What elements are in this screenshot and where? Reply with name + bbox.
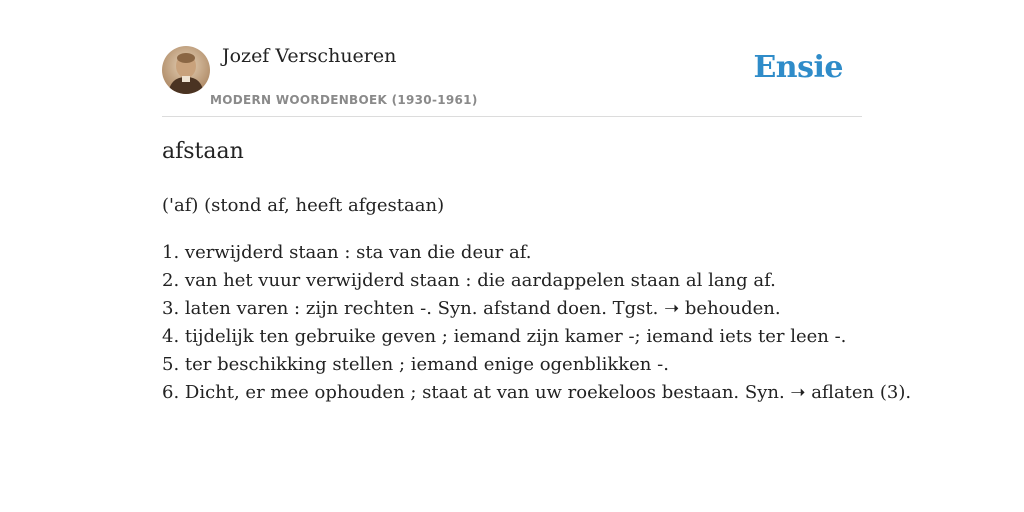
sense-item: 2. van het vuur verwijderd staan : die aardappelen staan al lang af.	[162, 270, 776, 291]
sense-item: 6. Dicht, er mee ophouden ; staat at van uw roekeloos bestaan. Syn. ➝ aflaten (3).	[162, 382, 912, 403]
author-portrait-icon	[162, 46, 210, 94]
source-label[interactable]: MODERN WOORDENBOEK (1930-1961)	[210, 93, 478, 107]
page-content	[162, 0, 912, 403]
entry-headword: afstaan	[162, 139, 244, 164]
sense-list	[162, 239, 911, 407]
entry-header	[162, 0, 862, 117]
entry-grammar: ('af) (stond af, heeft afgestaan)	[162, 195, 445, 216]
sense-item: 3. laten varen : zijn rechten -. Syn. afstand doen. Tgst. ➝ behouden.	[162, 298, 781, 319]
author-avatar[interactable]	[162, 46, 210, 94]
author-name[interactable]: Jozef Verschueren	[222, 45, 397, 67]
sense-item: 1. verwijderd staan : sta van die deur af.	[162, 242, 532, 263]
brand-logo[interactable]: Ensie	[753, 50, 843, 85]
sense-item: 5. ter beschikking stellen ; iemand enige ogenblikken -.	[162, 354, 669, 375]
sense-item: 4. tijdelijk ten gebruike geven ; iemand zijn kamer -; iemand iets ter leen -.	[162, 326, 847, 347]
